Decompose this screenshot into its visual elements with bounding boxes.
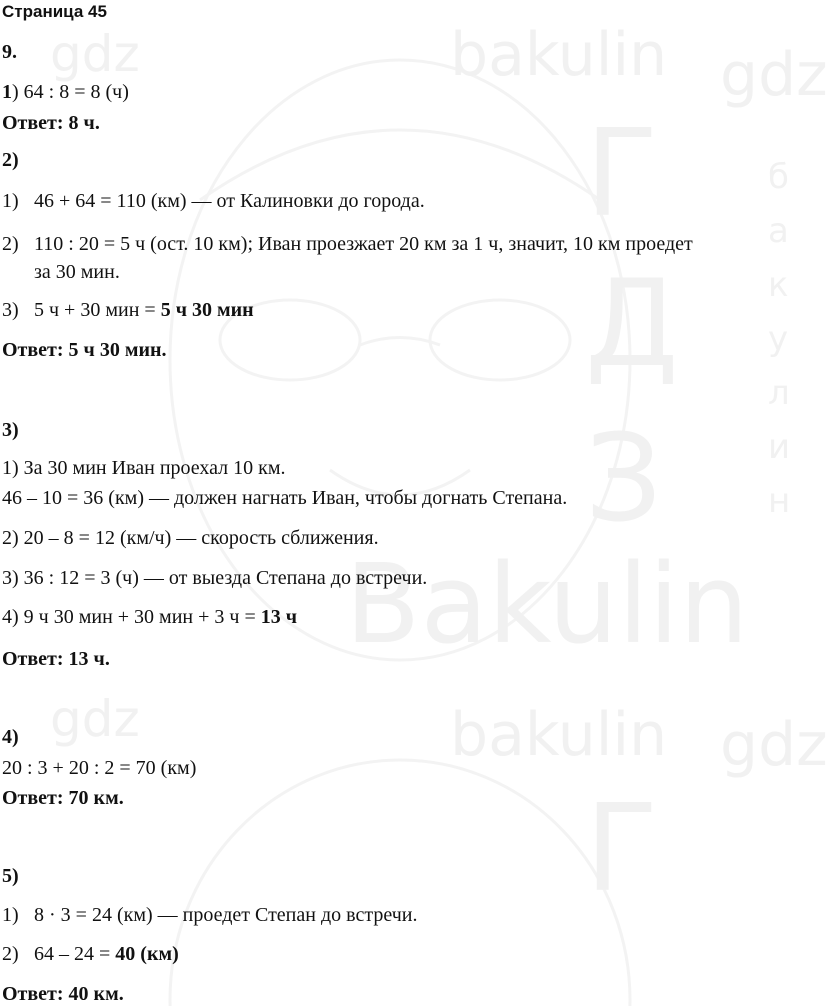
watermark-vertical-letter: а — [768, 211, 789, 251]
step-number: 2) — [2, 233, 19, 255]
watermark-vertical-letter: у — [768, 319, 789, 359]
watermark-vertical-letter: и — [768, 427, 791, 467]
step-result: 5 ч 30 мин — [160, 299, 254, 321]
watermark-vertical — [768, 150, 790, 528]
part3-line5 — [2, 605, 297, 629]
part3-line1: 1) За 30 мин Иван проехал 10 км. — [2, 457, 286, 479]
part2-step2-continuation: за 30 мин. — [34, 261, 120, 283]
watermark-vertical-letter: б — [768, 157, 789, 197]
part3-header: 3) — [2, 419, 19, 441]
part1-paren: ) — [12, 81, 19, 103]
watermark-brand-large: Bakulin — [345, 540, 749, 668]
page-title: Страница 45 — [2, 2, 107, 21]
watermark-letter: Г — [585, 780, 659, 919]
step-text: 5 ч + 30 мин = — [34, 299, 161, 321]
step-number: 1) — [2, 190, 19, 212]
part1-answer — [2, 111, 100, 135]
part5-step2 — [2, 942, 179, 966]
step-number: 2) — [2, 943, 19, 965]
answer-value: 8 ч. — [63, 112, 100, 134]
watermark-brand: bakulin — [450, 20, 668, 90]
watermark-letter: Д — [585, 255, 679, 394]
part3-line3: 2) 20 – 8 = 12 (км/ч) — скорость сближения. — [2, 527, 379, 549]
answer-label: Ответ: — [2, 648, 64, 670]
answer-value: 13 ч. — [63, 648, 110, 670]
part3-line4: 3) 36 : 12 = 3 (ч) — от выезда Степана до встречи. — [2, 567, 428, 589]
watermark-site: gdz — [720, 710, 828, 780]
watermark-site: gdz — [50, 690, 140, 748]
step-number: 1) — [2, 904, 19, 926]
part5-answer — [2, 982, 124, 1006]
answer-label: Ответ: — [2, 339, 64, 361]
part2-step3 — [2, 298, 254, 322]
step-text: 8 · 3 = 24 (км) — проедет Степан до встречи. — [34, 904, 418, 926]
part2-header: 2) — [2, 149, 19, 171]
step-text: 46 + 64 = 110 (км) — от Калиновки до города. — [34, 190, 425, 212]
part5-step1 — [2, 903, 417, 927]
part4-answer — [2, 786, 124, 810]
answer-value: 40 км. — [63, 983, 124, 1005]
watermark-vertical-letter: л — [768, 373, 790, 413]
watermark-site: gdz — [50, 25, 140, 83]
watermark-vertical-letter: н — [768, 481, 791, 521]
step-text: 4) 9 ч 30 мин + 30 мин + 3 ч = — [2, 606, 261, 628]
part1-calc: 64 : 8 = 8 (ч) — [18, 81, 129, 103]
part2-answer — [2, 338, 167, 362]
part3-answer — [2, 647, 110, 671]
watermark-vertical-letter: к — [768, 265, 789, 305]
part1-solution — [2, 80, 129, 104]
step-result: 13 ч — [260, 606, 298, 628]
part2-step1 — [2, 189, 425, 213]
step-text: 64 – 24 = — [34, 943, 116, 965]
step-result: 40 (км) — [115, 943, 179, 965]
watermark-letter: З — [585, 410, 662, 549]
answer-value: 5 ч 30 мин. — [63, 339, 167, 361]
part1-label: 1 — [2, 81, 12, 103]
watermark-letter: Г — [585, 105, 659, 244]
part3-line2: 46 – 10 = 36 (км) — должен нагнать Иван, чтобы догнать Степана. — [2, 487, 568, 509]
part2-step2 — [2, 232, 693, 256]
part4-header: 4) — [2, 726, 19, 748]
answer-label: Ответ: — [2, 983, 64, 1005]
watermark-site: gdz — [720, 40, 828, 110]
task-number: 9. — [2, 41, 17, 63]
step-text: 110 : 20 = 5 ч (ост. 10 км); Иван проезжает 20 км за 1 ч, значит, 10 км проедет — [34, 233, 693, 255]
answer-label: Ответ: — [2, 112, 64, 134]
answer-value: 70 км. — [63, 787, 124, 809]
part5-header: 5) — [2, 865, 19, 887]
step-number: 3) — [2, 299, 19, 321]
watermark-brand: bakulin — [450, 700, 668, 770]
answer-label: Ответ: — [2, 787, 64, 809]
part4-calc: 20 : 3 + 20 : 2 = 70 (км) — [2, 757, 197, 779]
